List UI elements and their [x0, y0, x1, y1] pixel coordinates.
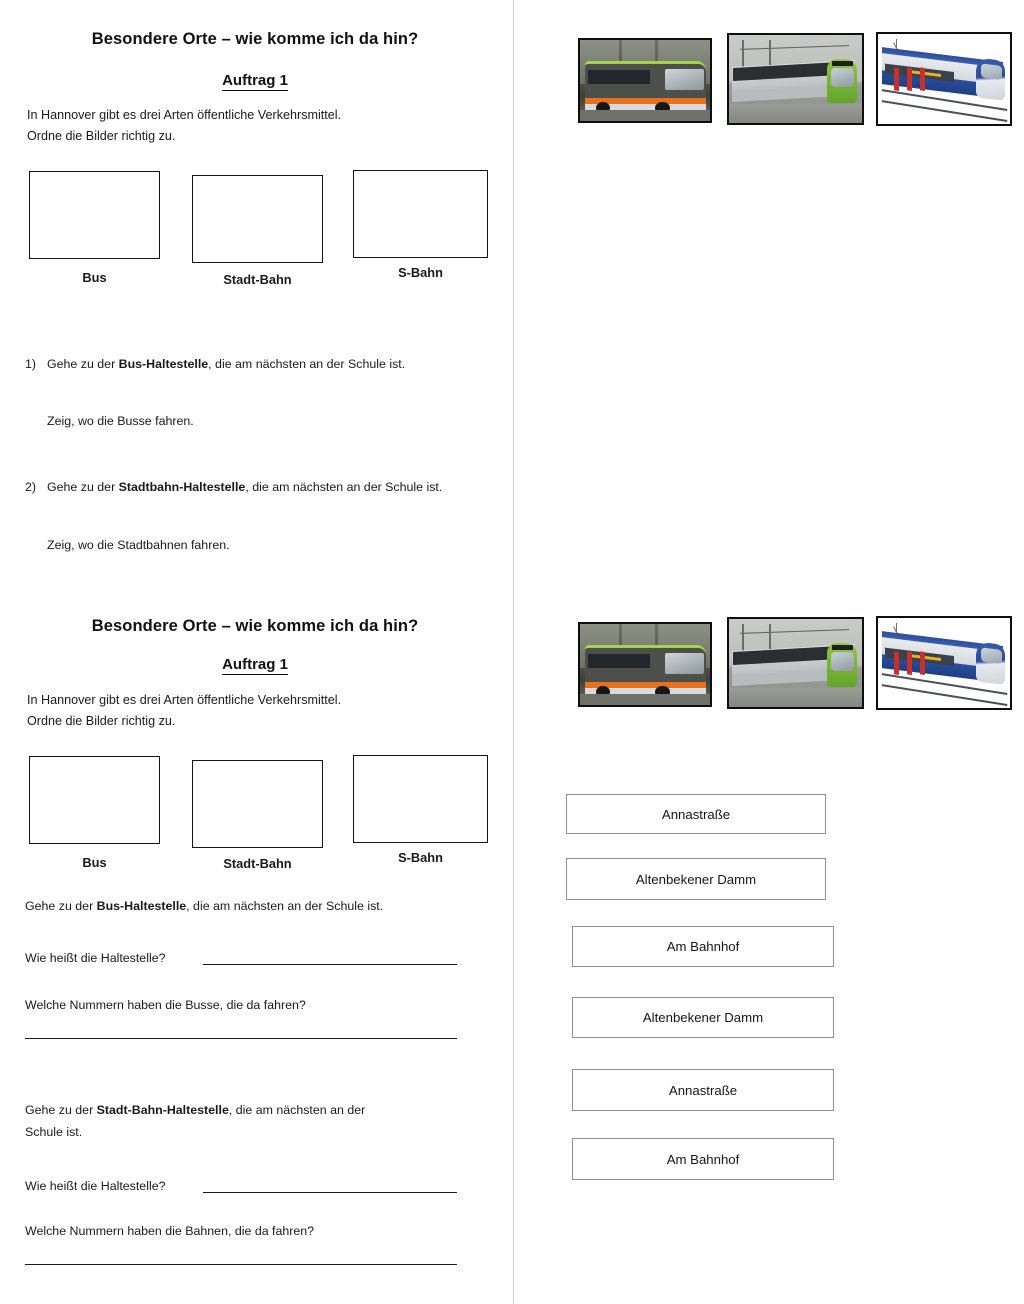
numbered-item-2-text: [47, 478, 475, 497]
answer-line-stadtbahn-numbers[interactable]: [25, 1264, 457, 1265]
dropbox-label-bus-top: Bus: [82, 270, 107, 285]
prompt-bus-pre: Gehe zu der: [25, 899, 97, 913]
dropbox-sbahn-top[interactable]: [353, 170, 488, 258]
station-chip-1[interactable]: Annastraße: [566, 794, 826, 834]
station-chip-6[interactable]: Am Bahnhof: [572, 1138, 834, 1180]
numbered-item-2-pre: Gehe zu der: [47, 480, 119, 494]
numbered-item-2-post: , die am nächsten an der Schule ist.: [245, 480, 443, 494]
answer-line-bus-numbers[interactable]: [25, 1038, 457, 1039]
answer-line-stadtbahn-name[interactable]: [203, 1192, 457, 1193]
dropbox-stadtbahn-top[interactable]: [192, 175, 323, 263]
numbered-item-1-bold: Bus-Haltestelle: [118, 357, 209, 371]
prompt-stadtbahn-post: , die am nächsten an der: [228, 1103, 366, 1117]
prompt-stadtbahn-pre: Gehe zu der: [25, 1103, 97, 1117]
column-divider: [513, 0, 514, 1304]
stadtbahn-photo-bottom[interactable]: [727, 617, 864, 709]
question-stadtbahn-numbers: Welche Nummern haben die Bahnen, die da fahren?: [25, 1224, 315, 1238]
bus-illustration: [580, 624, 710, 705]
page-title-top: Besondere Orte – wie komme ich da hin?: [91, 30, 419, 48]
bus-photo-bottom[interactable]: [578, 622, 712, 707]
stadtbahn-illustration: [729, 619, 862, 707]
bus-photo-top[interactable]: [578, 38, 712, 123]
station-chip-5[interactable]: Annastraße: [572, 1069, 834, 1111]
prompt-stadtbahn-bottom: [25, 1100, 465, 1121]
numbered-item-2-bold: Stadtbahn-Haltestelle: [118, 480, 246, 494]
question-bus-numbers: Welche Nummern haben die Busse, die da fahren?: [25, 998, 306, 1012]
dropbox-label-stadtbahn-top: Stadt-Bahn: [223, 272, 292, 287]
prompt-bus-bottom: [25, 896, 485, 917]
numbered-item-1: [25, 355, 475, 374]
dropbox-sbahn-bottom[interactable]: [353, 755, 488, 843]
prompt-stadtbahn-bold: Stadt-Bahn-Haltestelle: [96, 1103, 229, 1117]
answer-line-bus-name[interactable]: [203, 964, 457, 965]
stadtbahn-illustration: [729, 35, 862, 123]
dropbox-bus-bottom[interactable]: [29, 756, 160, 844]
numbered-item-2-followup: Zeig, wo die Stadtbahnen fahren.: [47, 538, 230, 552]
task-label-bottom: [30, 656, 480, 673]
numbered-item-1-number: 1): [25, 357, 37, 371]
dropbox-label-sbahn-bottom: S-Bahn: [398, 850, 443, 865]
task-label-bottom-text: Auftrag 1: [222, 656, 288, 673]
numbered-item-1-followup: Zeig, wo die Busse fahren.: [47, 414, 194, 428]
intro-line-2-bottom: Ordne die Bilder richtig zu.: [27, 714, 176, 728]
sbahn-illustration: [878, 618, 1010, 708]
station-chip-3[interactable]: Am Bahnhof: [572, 926, 834, 967]
station-chip-4[interactable]: Altenbekener Damm: [572, 997, 834, 1038]
dropbox-label-bus-bottom: Bus: [82, 855, 107, 870]
intro-line-1-top: In Hannover gibt es drei Arten öffentliche Verkehrsmittel.: [27, 108, 342, 122]
prompt-stadtbahn-line2: Schule ist.: [25, 1125, 83, 1139]
numbered-item-1-text: [47, 355, 475, 374]
sbahn-photo-bottom[interactable]: [876, 616, 1012, 710]
question-bus-name: Wie heißt die Haltestelle?: [25, 951, 166, 965]
intro-line-2-top: Ordne die Bilder richtig zu.: [27, 129, 176, 143]
intro-line-1-bottom: In Hannover gibt es drei Arten öffentliche Verkehrsmittel.: [27, 693, 342, 707]
dropbox-label-stadtbahn-bottom: Stadt-Bahn: [223, 856, 292, 871]
numbered-item-2-number: 2): [25, 480, 37, 494]
page-title-bottom: Besondere Orte – wie komme ich da hin?: [91, 617, 419, 635]
question-stadtbahn-name: Wie heißt die Haltestelle?: [25, 1179, 166, 1193]
sbahn-illustration: [878, 34, 1010, 124]
dropbox-label-sbahn-top: S-Bahn: [398, 265, 443, 280]
numbered-item-1-post: , die am nächsten an der Schule ist.: [208, 357, 406, 371]
dropbox-bus-top[interactable]: [29, 171, 160, 259]
prompt-bus-bold: Bus-Haltestelle: [96, 899, 187, 913]
task-label-top: [30, 72, 480, 89]
task-label-top-text: Auftrag 1: [222, 72, 288, 89]
station-chip-2[interactable]: Altenbekener Damm: [566, 858, 826, 900]
numbered-item-1-pre: Gehe zu der: [47, 357, 119, 371]
bus-illustration: [580, 40, 710, 121]
sbahn-photo-top[interactable]: [876, 32, 1012, 126]
stadtbahn-photo-top[interactable]: [727, 33, 864, 125]
dropbox-stadtbahn-bottom[interactable]: [192, 760, 323, 848]
numbered-item-2: [25, 478, 475, 497]
prompt-bus-post: , die am nächsten an der Schule ist.: [186, 899, 384, 913]
